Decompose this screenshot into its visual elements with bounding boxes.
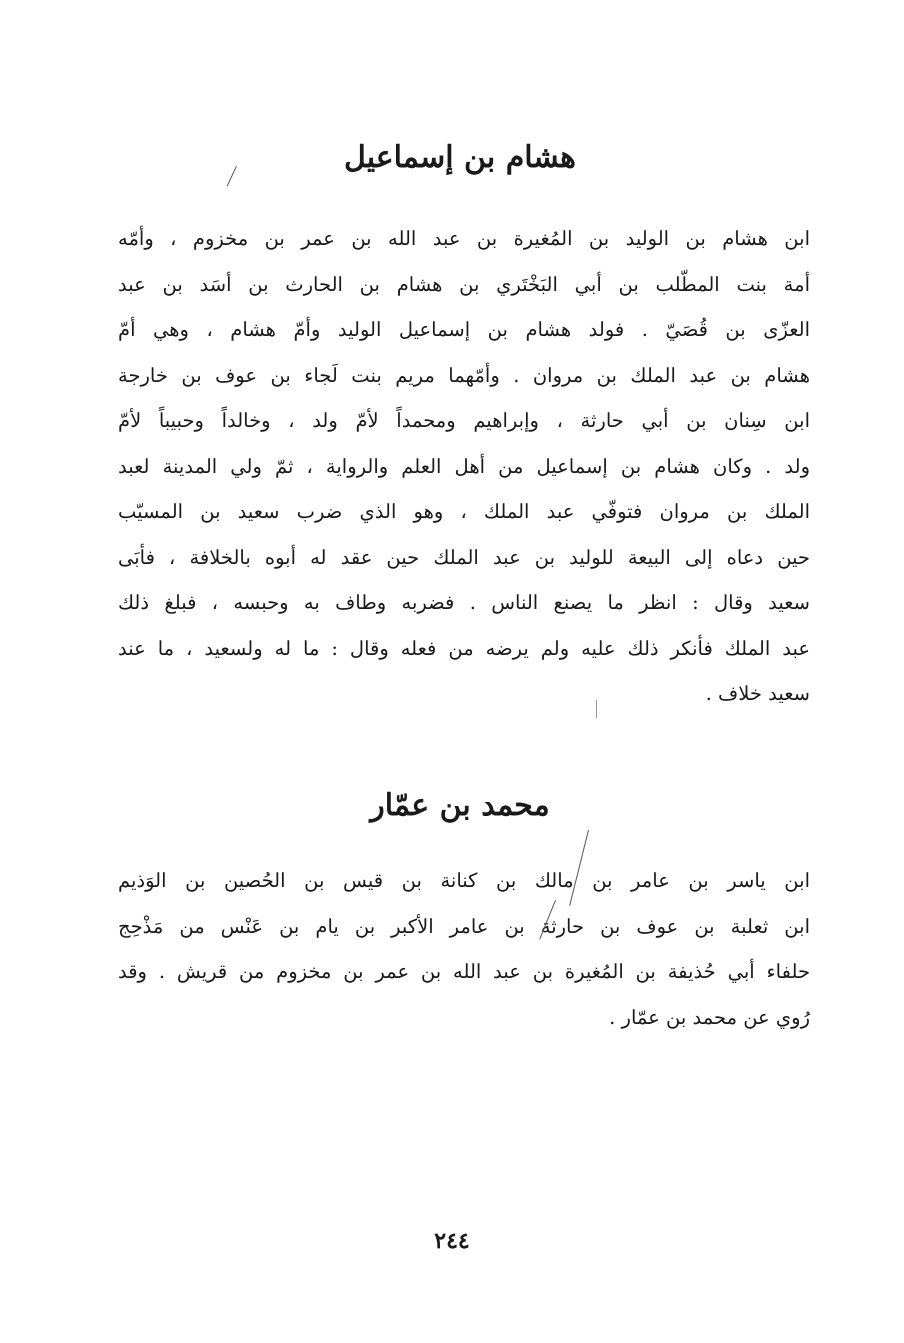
text-line: ابن هشام بن الوليد بن المُغيرة بن عبد الله بن عمر بن مخزوم ، وأمّه	[118, 227, 810, 250]
text-line: العزّى بن قُصَيّ . فولد هشام بن إسماعيل الوليد وأمّ هشام ، وهي أمّ	[118, 318, 810, 341]
text-line: أمة بنت المطّلب بن أبي البَخْتَري بن هشام بن الحارث بن أسَد بن عبد	[118, 272, 810, 296]
text-line: سعيد خلاف .	[705, 682, 810, 705]
text-line: ابن ياسر بن عامر بن مالك بن كنانة بن قيس بن الحُصين بن الوَذيم	[118, 869, 810, 892]
text-line: هشام بن عبد الملك بن مروان . وأمّهما مريم بنت لَجاء بن عوف بن خارجة	[118, 363, 810, 387]
text-line: عبد الملك فأنكر ذلك عليه ولم يرضه من فعله وقال : ما له ولسعيد ، ما عند	[118, 636, 810, 660]
text-line: ابن سِنان بن أبي حارثة ، وإبراهيم ومحمداً لأمّ ولد ، وخالداً وحبيباً لأمّ	[118, 409, 810, 432]
text-line: الملك بن مروان فتوفّي عبد الملك ، وهو الذي ضرب سعيد بن المسيّب	[118, 500, 810, 523]
text-line: سعيد وقال : انظر ما يصنع الناس . فضربه وطاف به وحبسه ، فبلغ ذلك	[118, 591, 810, 614]
entry-title-muhammad: محمد بن عمّار	[370, 788, 550, 823]
text-line: ولد . وكان هشام بن إسماعيل من أهل العلم والرواية ، ثمّ ولي المدينة لعبد	[118, 454, 810, 478]
scan-mark	[596, 700, 597, 718]
text-line: ابن ثعلبة بن عوف بن حارثة بن عامر الأكبر بن يام بن عَنْس من مَذْحِج	[118, 914, 810, 938]
text-line: رُوي عن محمد بن عمّار .	[609, 1005, 810, 1029]
entry-body-hisham	[118, 216, 810, 717]
entry-title-hisham: هشام بن إسماعيل	[343, 140, 576, 175]
page-number: ٢٤٤	[434, 1228, 470, 1254]
entry-body-muhammad	[118, 858, 810, 1040]
text-line: حلفاء أبي حُذيفة بن المُغيرة بن عبد الله بن عمر بن مخزوم من قريش . وقد	[118, 960, 810, 983]
text-line: حين دعاه إلى البيعة للوليد بن عبد الملك حين عقد له أبوه بالخلافة ، فأبَى	[118, 545, 810, 569]
